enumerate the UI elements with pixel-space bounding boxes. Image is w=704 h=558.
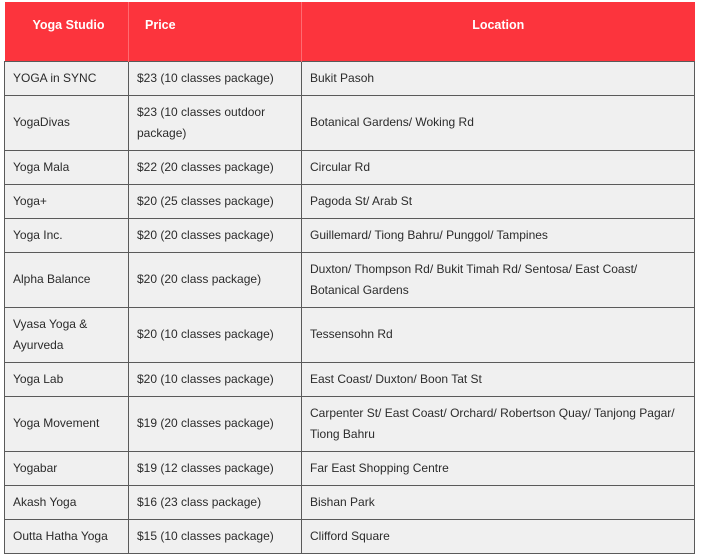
cell-price: $20 (20 class package) — [129, 252, 302, 307]
cell-location: East Coast/ Duxton/ Boon Tat St — [302, 362, 695, 396]
cell-location: Botanical Gardens/ Woking Rd — [302, 95, 695, 150]
cell-price: $19 (12 classes package) — [129, 451, 302, 485]
table-row — [5, 396, 695, 451]
yoga-table-container — [4, 2, 694, 554]
cell-studio: Yoga+ — [5, 184, 129, 218]
cell-price: $20 (25 classes package) — [129, 184, 302, 218]
table-row — [5, 362, 695, 396]
cell-location: Carpenter St/ East Coast/ Orchard/ Robertson Quay/ Tanjong Pagar/ Tiong Bahru — [302, 396, 695, 451]
header-row — [5, 2, 695, 61]
cell-price: $20 (20 classes package) — [129, 218, 302, 252]
cell-studio: Alpha Balance — [5, 252, 129, 307]
cell-location: Far East Shopping Centre — [302, 451, 695, 485]
header-studio: Yoga Studio — [5, 2, 129, 61]
table-row — [5, 218, 695, 252]
cell-price: $20 (10 classes package) — [129, 362, 302, 396]
cell-studio: Yoga Lab — [5, 362, 129, 396]
table-row — [5, 150, 695, 184]
cell-location: Duxton/ Thompson Rd/ Bukit Timah Rd/ Sentosa/ East Coast/ Botanical Gardens — [302, 252, 695, 307]
cell-location: Bukit Pasoh — [302, 61, 695, 95]
header-location: Location — [302, 2, 695, 61]
cell-studio: Vyasa Yoga & Ayurveda — [5, 307, 129, 362]
cell-studio: Yogabar — [5, 451, 129, 485]
table-row — [5, 485, 695, 519]
table-body — [5, 61, 695, 553]
cell-studio: Yoga Mala — [5, 150, 129, 184]
table-row — [5, 519, 695, 553]
cell-price: $16 (23 class package) — [129, 485, 302, 519]
table-row — [5, 252, 695, 307]
cell-studio: YOGA in SYNC — [5, 61, 129, 95]
cell-location: Tessensohn Rd — [302, 307, 695, 362]
cell-price: $15 (10 classes package) — [129, 519, 302, 553]
table-header — [5, 2, 695, 61]
table-row — [5, 307, 695, 362]
table-row — [5, 451, 695, 485]
cell-location: Guillemard/ Tiong Bahru/ Punggol/ Tampines — [302, 218, 695, 252]
cell-price: $20 (10 classes package) — [129, 307, 302, 362]
cell-studio: Yoga Inc. — [5, 218, 129, 252]
table-row — [5, 61, 695, 95]
cell-location: Pagoda St/ Arab St — [302, 184, 695, 218]
cell-price: $19 (20 classes package) — [129, 396, 302, 451]
cell-price: $22 (20 classes package) — [129, 150, 302, 184]
cell-studio: Akash Yoga — [5, 485, 129, 519]
cell-studio: Yoga Movement — [5, 396, 129, 451]
table-row — [5, 184, 695, 218]
cell-price: $23 (10 classes outdoor package) — [129, 95, 302, 150]
table-row — [5, 95, 695, 150]
cell-location: Circular Rd — [302, 150, 695, 184]
cell-location: Clifford Square — [302, 519, 695, 553]
cell-studio: YogaDivas — [5, 95, 129, 150]
cell-price: $23 (10 classes package) — [129, 61, 302, 95]
cell-location: Bishan Park — [302, 485, 695, 519]
header-price: Price — [129, 2, 302, 61]
yoga-studio-table — [4, 2, 695, 554]
cell-studio: Outta Hatha Yoga — [5, 519, 129, 553]
